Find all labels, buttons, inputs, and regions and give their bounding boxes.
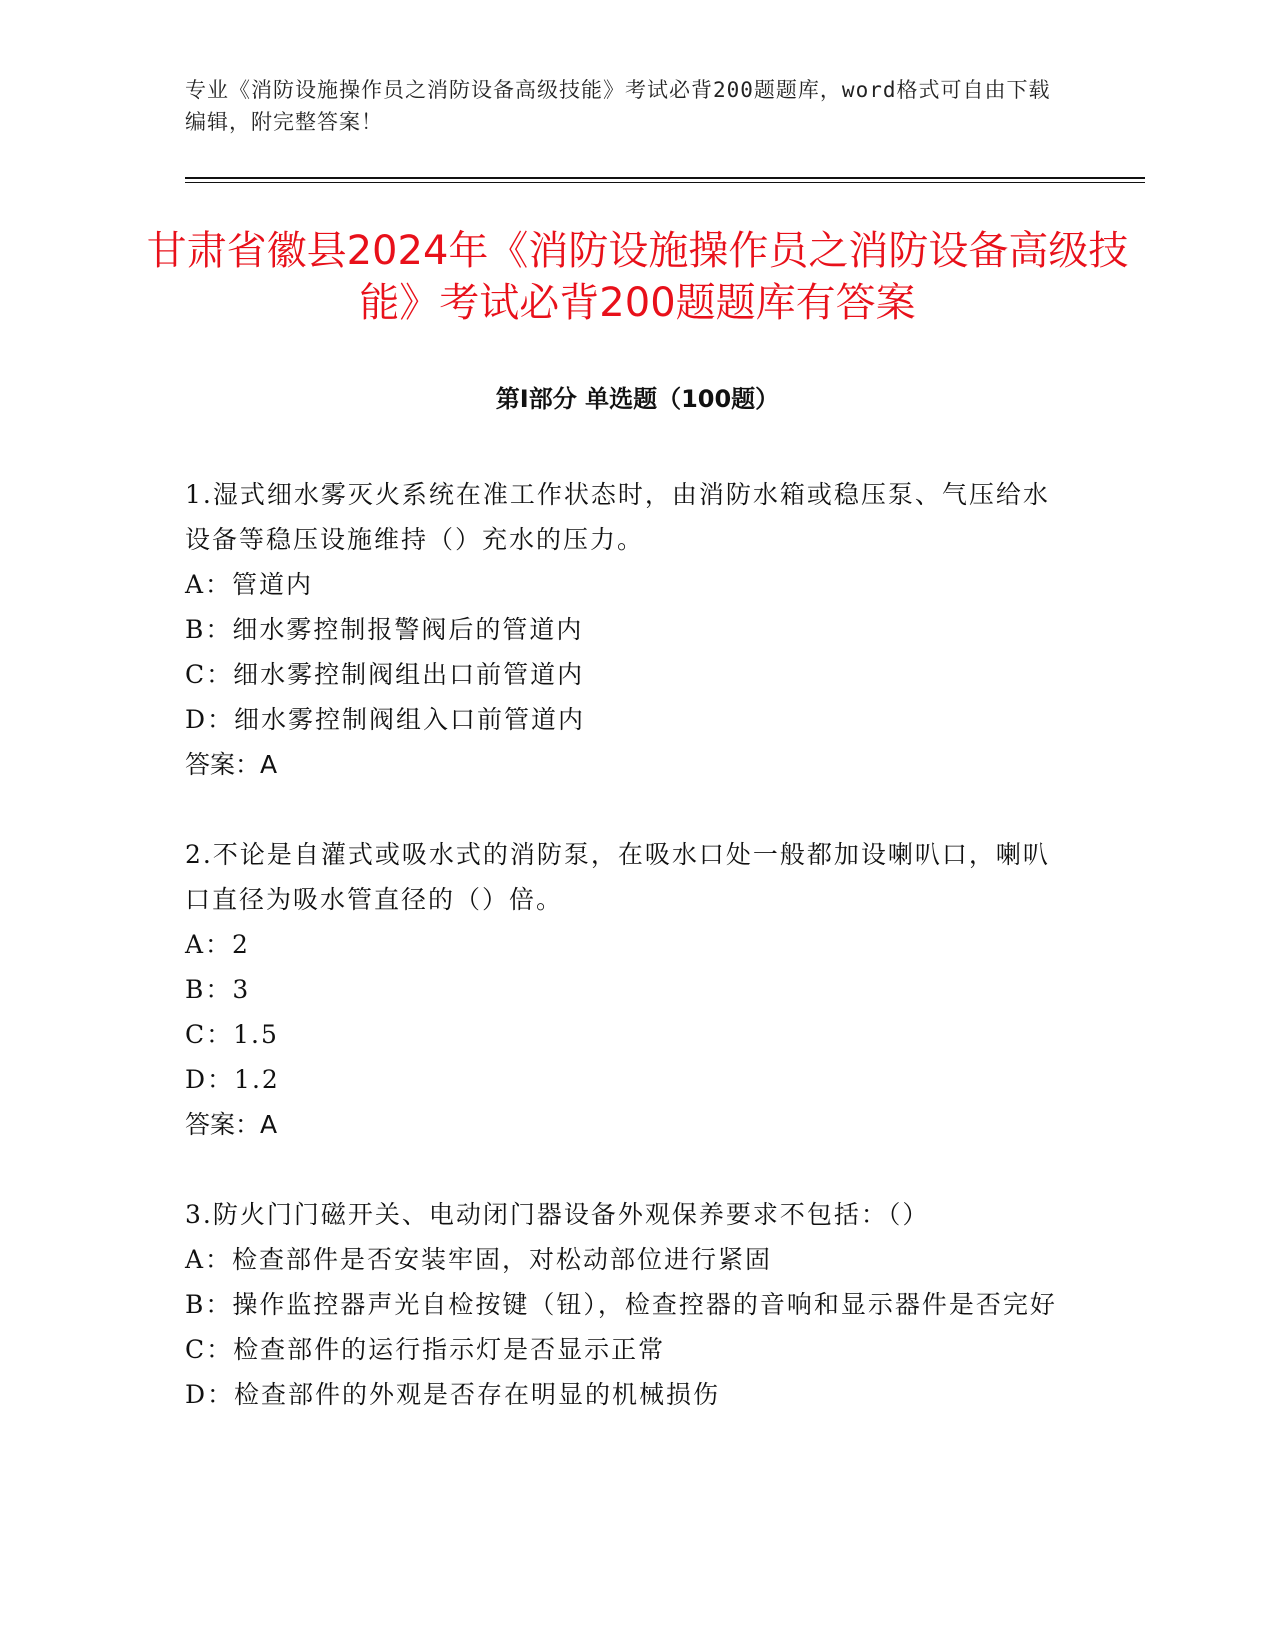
answer: 答案：A: [185, 1110, 278, 1139]
question-stem: 1.湿式细水雾灭火系统在准工作状态时，由消防水箱或稳压泵、气压给水设备等稳压设施维持（）充水的压力。: [185, 480, 1050, 554]
question-stem: 2.不论是自灌式或吸水式的消防泵，在吸水口处一般都加设喇叭口，喇叭口直径为吸水管直径的（）倍。: [185, 840, 1050, 914]
option-b: B：操作监控器声光自检按键（钮），检查控器的音响和显示器件是否完好: [185, 1290, 1057, 1319]
question-spacer: [185, 787, 1065, 832]
option-c: C：检查部件的运行指示灯是否显示正常: [185, 1335, 666, 1364]
section-title: 第Ⅰ部分 单选题（100题）: [495, 385, 780, 413]
header-divider-thick: [185, 177, 1145, 179]
option-a: A：管道内: [185, 570, 314, 599]
option-d: D：细水雾控制阀组入口前管道内: [185, 705, 586, 734]
question-list: [185, 472, 1065, 1417]
question-item: [185, 1192, 1065, 1417]
option-c: C：细水雾控制阀组出口前管道内: [185, 660, 585, 689]
question-spacer: [185, 1147, 1065, 1192]
option-d: D：检查部件的外观是否存在明显的机械损伤: [185, 1380, 721, 1409]
question-stem: 3.防火门门磁开关、电动闭门器设备外观保养要求不包括：（）: [185, 1200, 930, 1229]
document-title: 甘肃省徽县2024年《消防设施操作员之消防设备高级技能》考试必背200题题库有答案: [146, 228, 1129, 326]
option-b: B：细水雾控制报警阀后的管道内: [185, 615, 584, 644]
option-d: D：1.2: [185, 1065, 280, 1094]
answer: 答案：A: [185, 750, 278, 779]
option-a: A：2: [185, 930, 250, 959]
question-item: [185, 832, 1065, 1147]
option-c: C：1.5: [185, 1020, 279, 1049]
question-item: [185, 472, 1065, 787]
header-note: 专业《消防设施操作员之消防设备高级技能》考试必背200题题库，word格式可自由下载编辑，附完整答案！: [185, 78, 1051, 134]
option-b: B：3: [185, 975, 251, 1004]
option-a: A：检查部件是否安装牢固，对松动部位进行紧固: [185, 1245, 773, 1274]
header-divider-thin: [185, 182, 1145, 183]
